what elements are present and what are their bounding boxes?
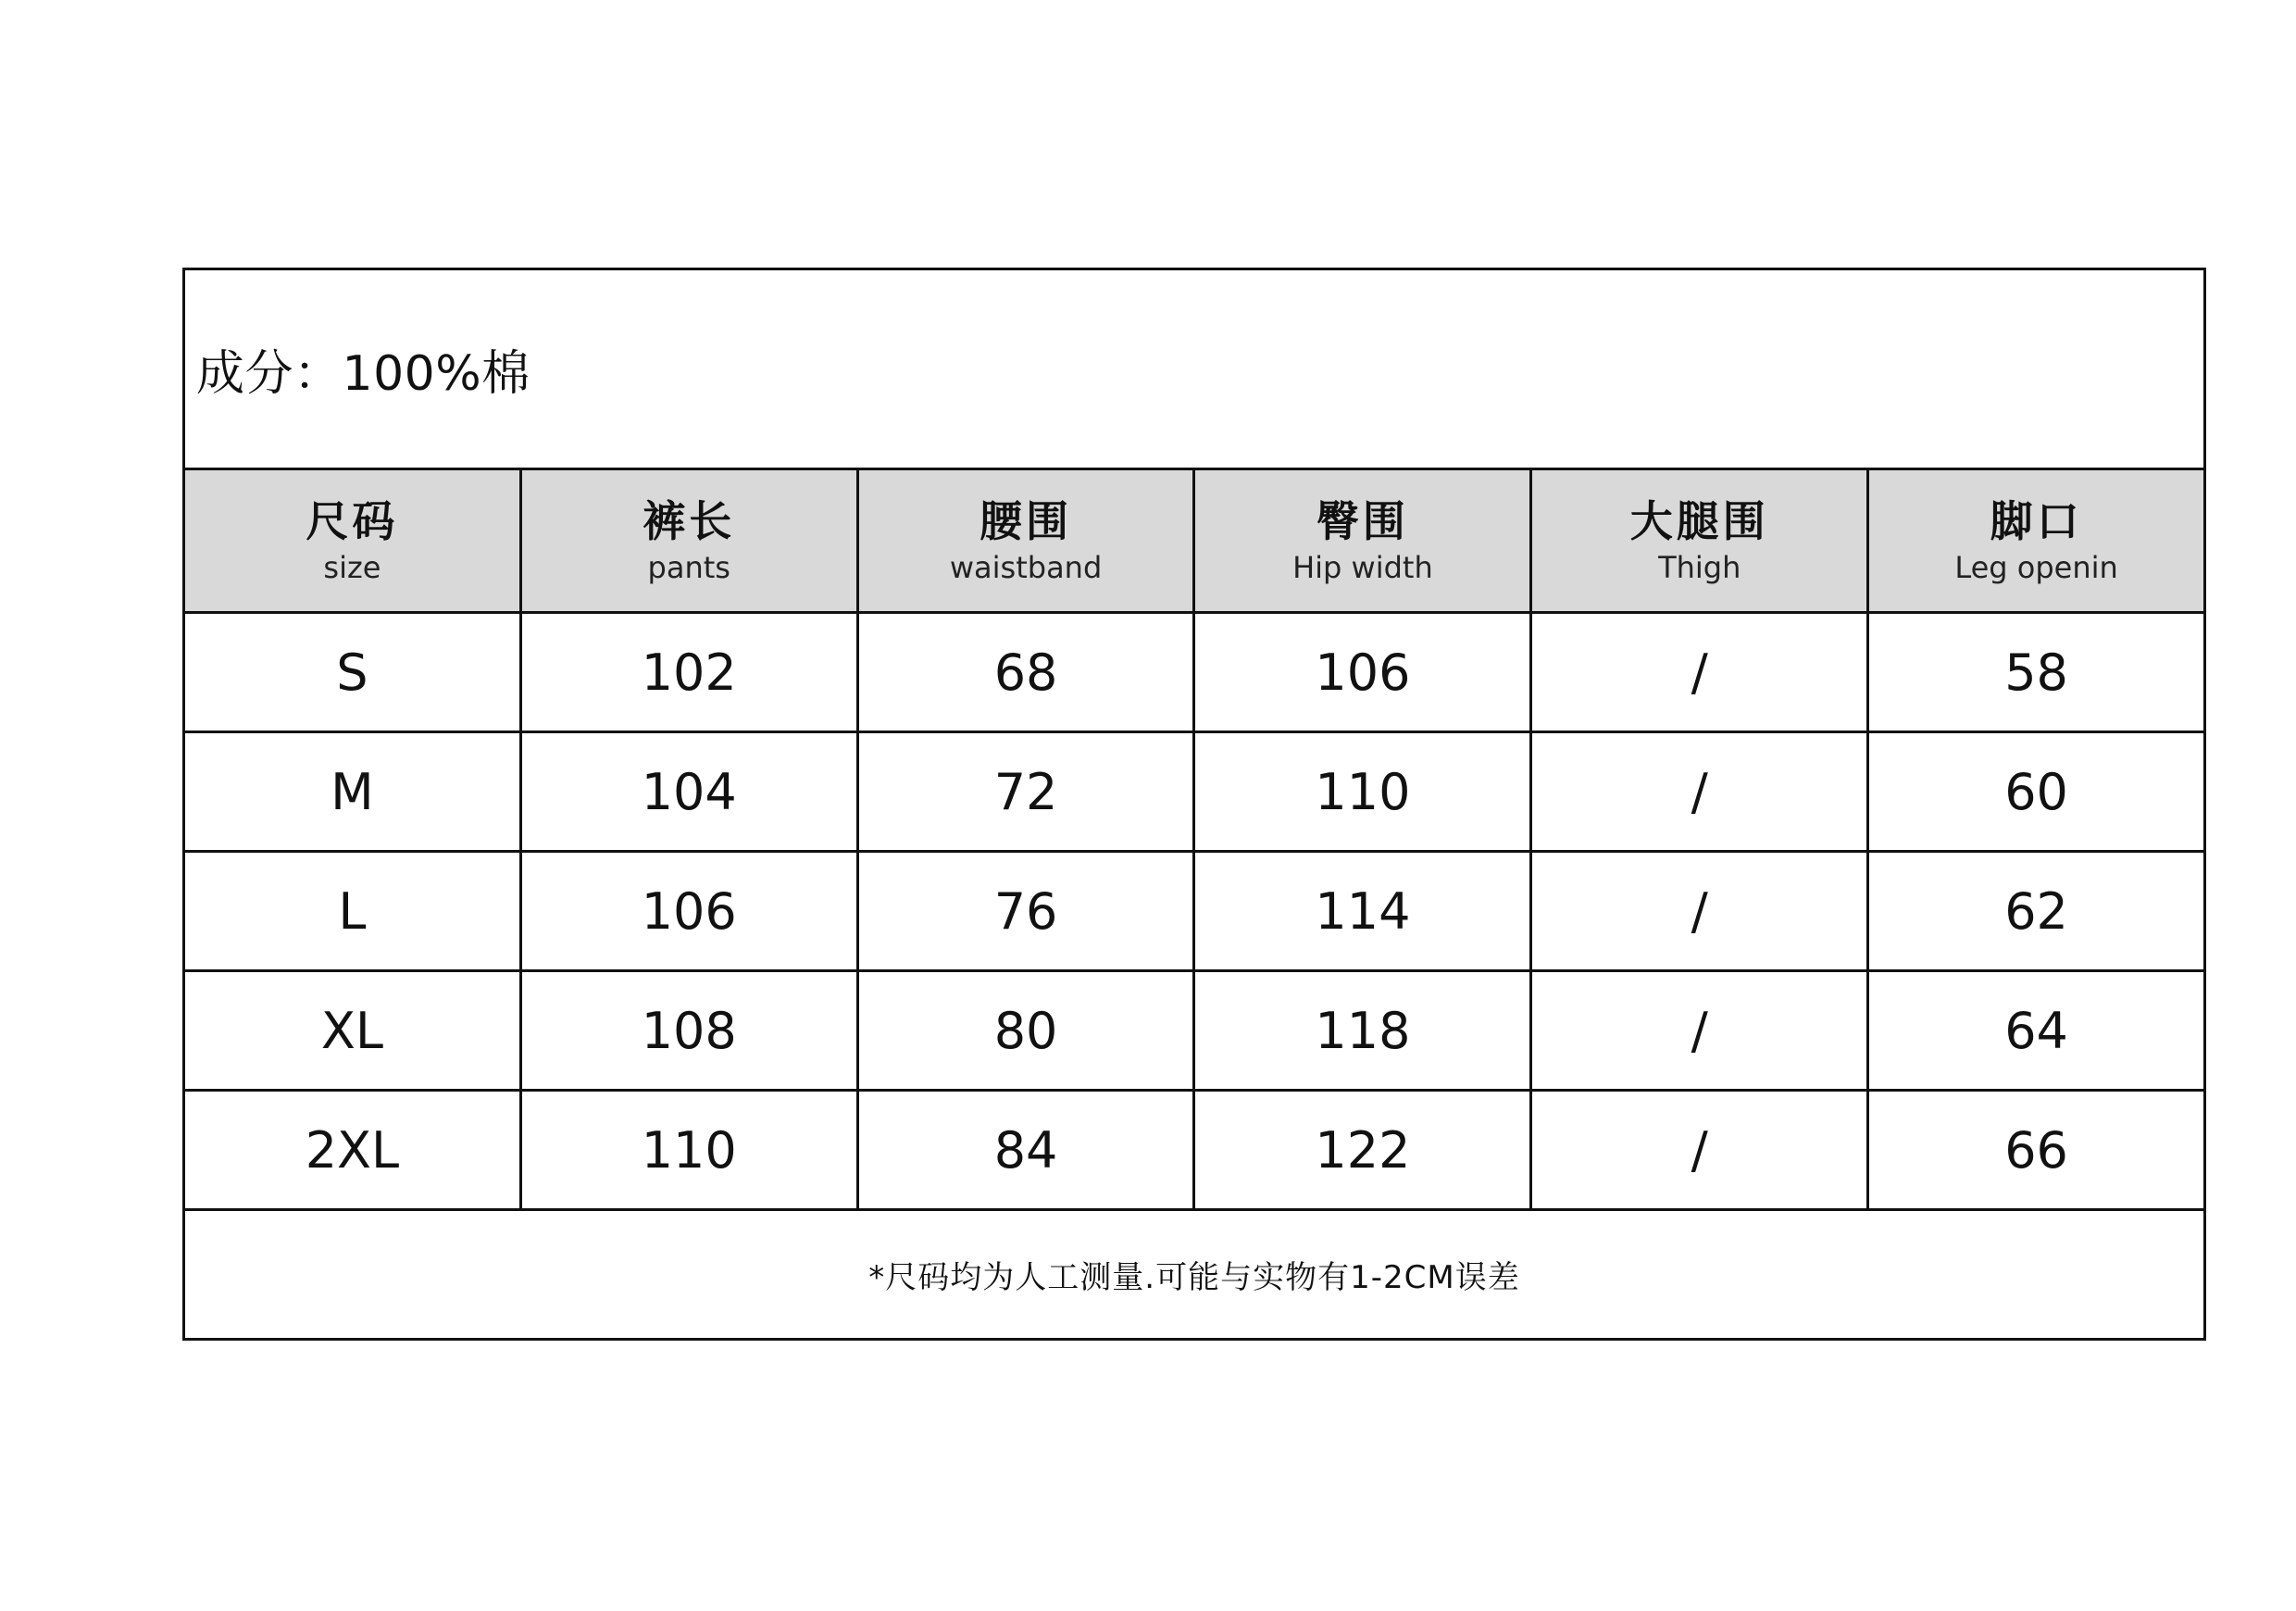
table-row [184,971,2205,1091]
cell-hip-width: 118 [1194,971,1531,1091]
cell-size: XL [184,971,521,1091]
cell-leg-opening: 58 [1868,613,2205,732]
composition-row [184,269,2205,469]
header-thigh [1531,469,1868,613]
header-waistband-en: waistband [949,550,1103,585]
header-pants-zh: 裤长 [643,496,736,546]
header-leg-opening [1868,469,2205,613]
header-size [184,469,521,613]
header-hip-width-en: Hip width [1292,550,1433,585]
header-pants-en: pants [647,550,730,585]
cell-hip-width: 122 [1194,1091,1531,1210]
cell-leg-opening: 62 [1868,852,2205,971]
table-row [184,852,2205,971]
header-thigh-zh: 大腿围 [1629,496,1769,546]
cell-hip-width: 110 [1194,732,1531,852]
size-chart-table [182,268,2206,1341]
cell-size: M [184,732,521,852]
table-row [184,613,2205,732]
cell-pants: 102 [520,613,857,732]
cell-leg-opening: 60 [1868,732,2205,852]
cell-thigh: / [1531,971,1868,1091]
cell-thigh: / [1531,1091,1868,1210]
header-waistband-zh: 腰围 [980,496,1073,546]
header-hip-width [1194,469,1531,613]
cell-hip-width: 106 [1194,613,1531,732]
cell-waistband: 84 [857,1091,1194,1210]
measurement-note: *尺码均为人工测量.可能与实物有1-2CM误差 [184,1210,2205,1340]
cell-size: 2XL [184,1091,521,1210]
cell-pants: 106 [520,852,857,971]
cell-thigh: / [1531,613,1868,732]
header-thigh-en: Thigh [1658,550,1741,585]
cell-leg-opening: 66 [1868,1091,2205,1210]
cell-waistband: 68 [857,613,1194,732]
header-pants [520,469,857,613]
cell-pants: 110 [520,1091,857,1210]
cell-thigh: / [1531,852,1868,971]
table-row [184,732,2205,852]
cell-size: L [184,852,521,971]
header-size-en: size [323,550,381,585]
composition-text: 成分：100%棉 [184,269,2205,469]
cell-waistband: 80 [857,971,1194,1091]
header-size-zh: 尺码 [306,496,399,546]
note-row [184,1210,2205,1340]
cell-size: S [184,613,521,732]
cell-thigh: / [1531,732,1868,852]
header-leg-opening-zh: 脚口 [1990,496,2083,546]
table-row [184,1091,2205,1210]
cell-pants: 108 [520,971,857,1091]
header-leg-opening-en: Leg openin [1954,550,2118,585]
header-waistband [857,469,1194,613]
cell-waistband: 72 [857,732,1194,852]
header-row [184,469,2205,613]
cell-waistband: 76 [857,852,1194,971]
header-hip-width-zh: 臀围 [1316,496,1409,546]
cell-pants: 104 [520,732,857,852]
cell-leg-opening: 64 [1868,971,2205,1091]
cell-hip-width: 114 [1194,852,1531,971]
